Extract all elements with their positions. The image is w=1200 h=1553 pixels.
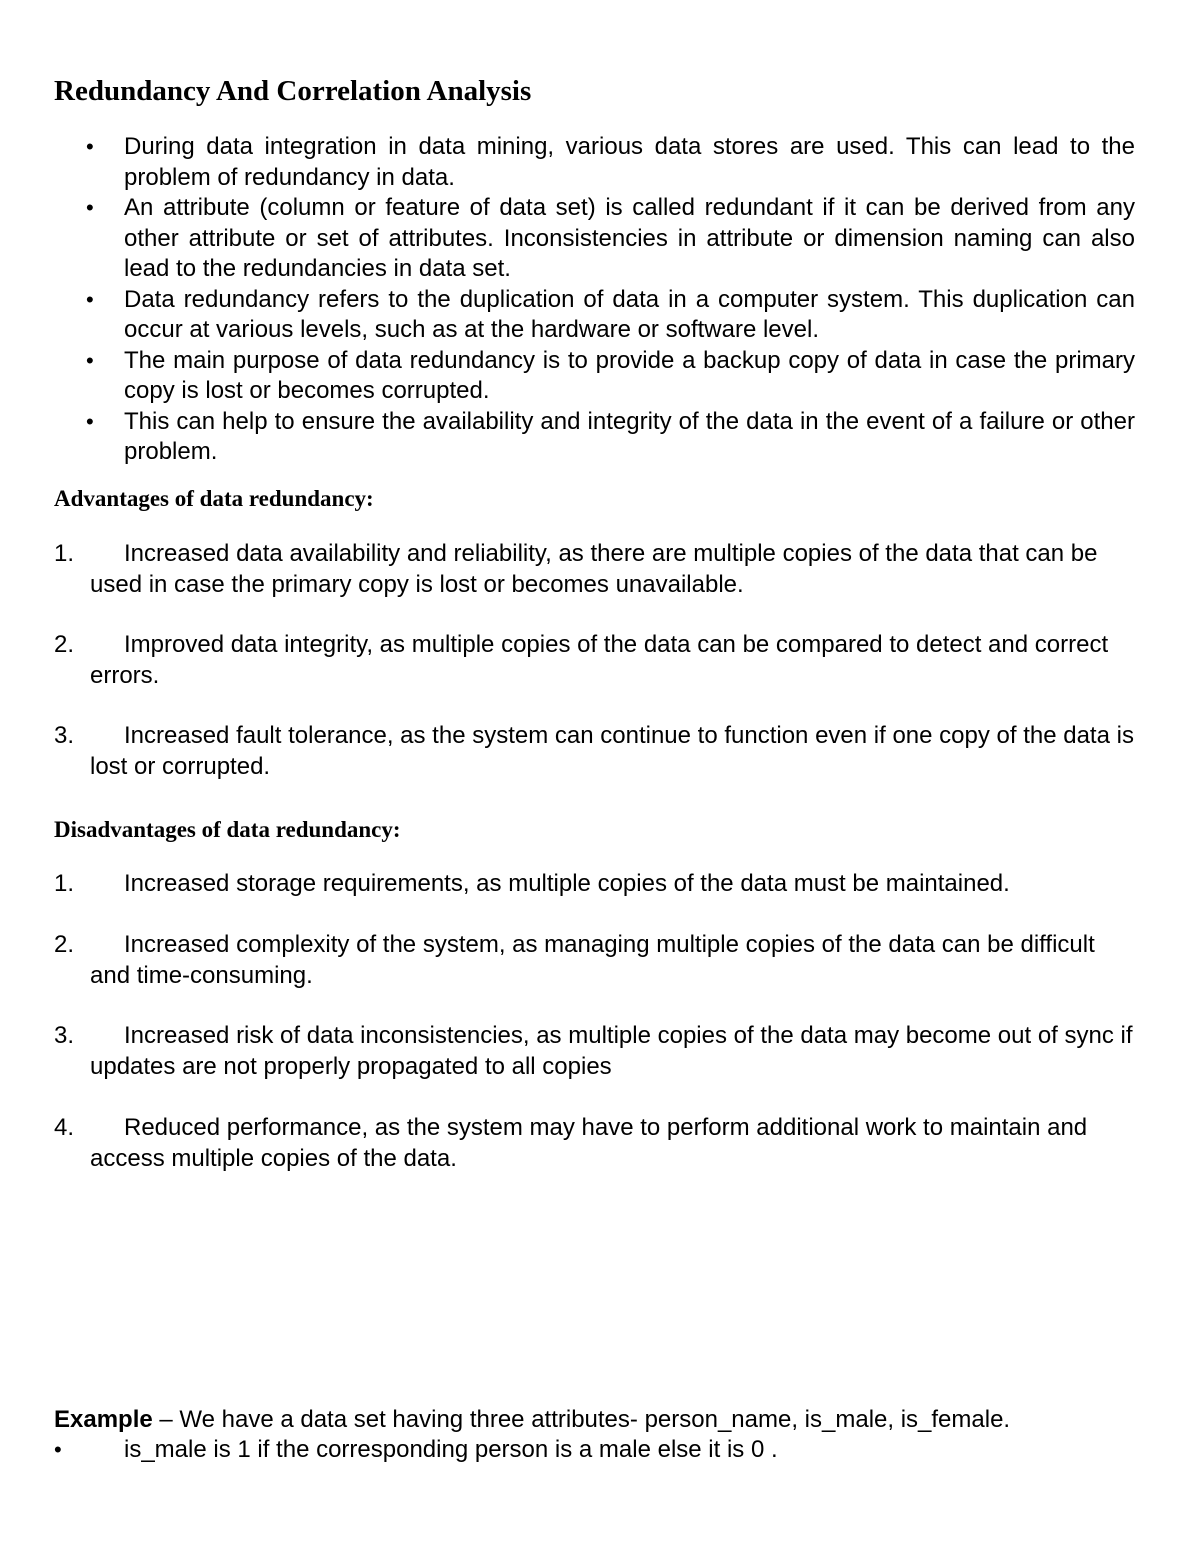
bullet-icon: •	[86, 195, 94, 220]
bullet-text: Data redundancy refers to the duplication of data in a computer system. This duplication can occur at various levels, such as at the hardware or software level.	[124, 285, 1135, 343]
bullet-icon: •	[86, 347, 94, 373]
bullet-text: This can help to ensure the availability and integrity of the data in the event of a failure or other problem.	[124, 407, 1135, 465]
item-text: Increased data availability and reliability, as there are multiple copies of the data that can be used in case the primary copy is lost or becomes unavailable.	[90, 540, 1098, 598]
advantage-item-3	[0, 721, 1200, 782]
item-number: 1.	[54, 540, 75, 567]
example-bullet-text: is_male is 1 if the corresponding person is a male else it is 0 .	[124, 1436, 778, 1463]
list-item	[0, 346, 1135, 407]
bullet-icon: •	[86, 408, 94, 434]
disadvantage-item-1	[0, 869, 1200, 900]
intro-bullet-list	[0, 132, 1200, 468]
item-number: 2.	[54, 631, 75, 658]
item-text: Increased complexity of the system, as managing multiple copies of the data can be difficult and time-consuming.	[90, 931, 1095, 989]
disadvantage-item-3	[0, 1021, 1200, 1082]
item-number: 3.	[54, 1022, 75, 1049]
bullet-text: An attribute (column or feature of data set) is called redundant if it can be derived from any other attribute or set of attributes. Inconsistencies in attribute or dimension naming can also lead to the redundancies in data set.	[124, 194, 1135, 282]
advantage-item-2	[0, 630, 1200, 691]
item-number: 4.	[54, 1114, 75, 1141]
disadvantage-item-4	[0, 1113, 1200, 1174]
item-text: Reduced performance, as the system may have to perform additional work to maintain and access multiple copies of the data.	[90, 1114, 1088, 1172]
item-text: Increased fault tolerance, as the system can continue to function even if one copy of the data is lost or corrupted.	[90, 722, 1134, 780]
example-text: – We have a data set having three attributes- person_name, is_male, is_female.	[152, 1406, 1011, 1433]
item-text: Increased storage requirements, as multiple copies of the data must be maintained.	[124, 870, 1010, 897]
item-number: 2.	[54, 931, 75, 958]
list-item	[0, 285, 1135, 346]
item-number: 3.	[54, 722, 75, 749]
advantages-heading: Advantages of data redundancy:	[54, 486, 374, 511]
item-number: 1.	[54, 870, 75, 897]
example-label: Example	[54, 1406, 153, 1433]
item-text: Increased risk of data inconsistencies, as multiple copies of the data may become out of sync if updates are not properly propagated to all copies	[90, 1022, 1133, 1080]
item-text: Improved data integrity, as multiple copies of the data can be compared to detect and correct errors.	[90, 631, 1109, 689]
example-line	[54, 1405, 1010, 1436]
bullet-text: During data integration in data mining, various data stores are used. This can lead to the problem of redundancy in data.	[124, 133, 1135, 191]
advantage-item-1	[0, 539, 1200, 600]
list-item	[0, 193, 1135, 285]
disadvantage-item-2	[0, 930, 1200, 991]
list-item	[0, 407, 1135, 468]
bullet-icon: •	[86, 286, 94, 312]
bullet-icon: •	[86, 134, 94, 159]
bullet-text: The main purpose of data redundancy is to provide a backup copy of data in case the primary copy is lost or becomes corrupted.	[124, 346, 1135, 404]
page-title: Redundancy And Correlation Analysis	[54, 75, 532, 107]
list-item	[0, 132, 1135, 193]
bullet-icon: •	[54, 1437, 62, 1462]
disadvantages-heading: Disadvantages of data redundancy:	[54, 817, 401, 842]
